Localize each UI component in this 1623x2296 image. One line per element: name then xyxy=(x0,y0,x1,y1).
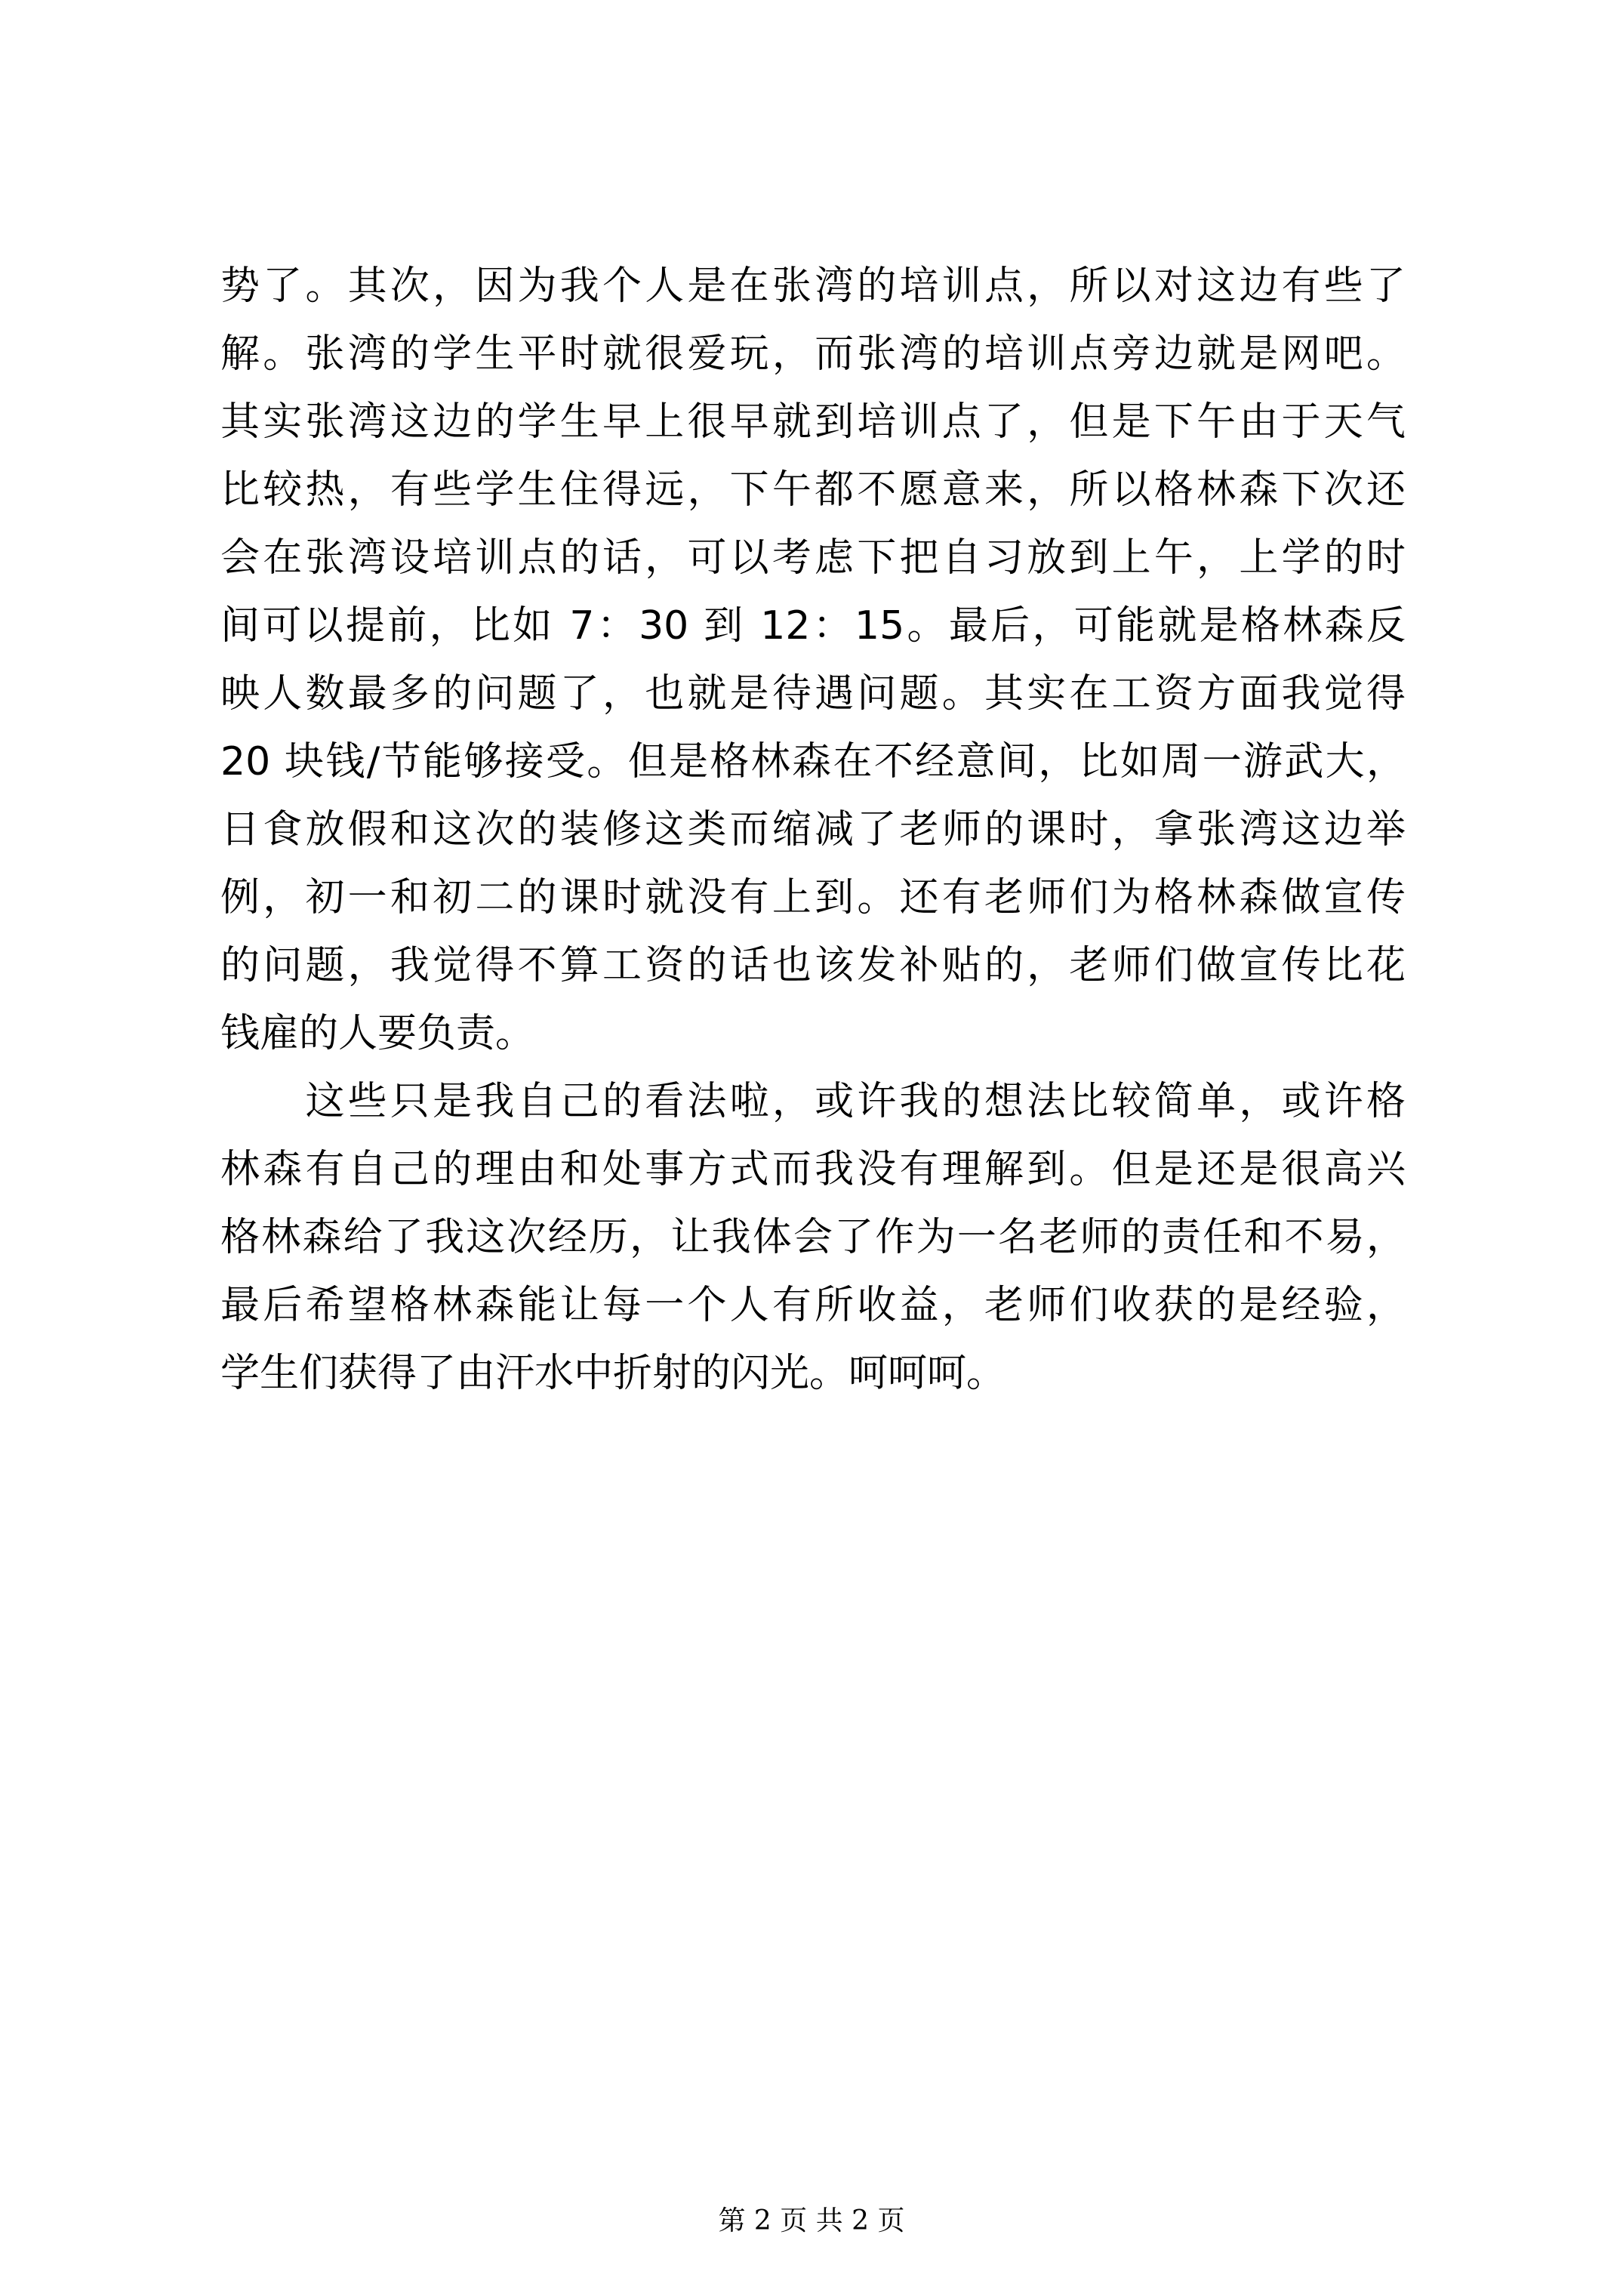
text-line: 日食放假和这次的装修这类而缩减了老师的课时，拿张湾这边举 xyxy=(220,807,1406,852)
text-line: 的问题，我觉得不算工资的话也该发补贴的，老师们做宣传比花 xyxy=(220,943,1406,988)
text-line: 比较热，有些学生住得远，下午都不愿意来，所以格林森下次还 xyxy=(220,467,1406,513)
text-line: 20 块钱/节能够接受。但是格林森在不经意间，比如周一游武大， xyxy=(220,739,1406,784)
text-line: 会在张湾设培训点的话，可以考虑下把自习放到上午，上学的时 xyxy=(220,535,1406,581)
text-line: 解。张湾的学生平时就很爱玩，而张湾的培训点旁边就是网吧。 xyxy=(220,331,1406,377)
text-line: 间可以提前，比如 7：30 到 12：15。最后，可能就是格林森反 xyxy=(220,603,1406,649)
text-line: 钱雇的人要负责。 xyxy=(220,1011,535,1056)
text-line: 势了。其次，因为我个人是在张湾的培训点，所以对这边有些了 xyxy=(220,264,1406,309)
text-line: 映人数最多的问题了，也就是待遇问题。其实在工资方面我觉得 xyxy=(220,671,1406,717)
text-line: 格林森给了我这次经历，让我体会了作为一名老师的责任和不易， xyxy=(220,1215,1406,1260)
page-number-footer: 第 2 页 共 2 页 xyxy=(718,2205,905,2236)
text-line: 其实张湾这边的学生早上很早就到培训点了，但是下午由于天气 xyxy=(220,399,1406,445)
body-text xyxy=(220,252,1406,1407)
text-line: 林森有自己的理由和处事方式而我没有理解到。但是还是很高兴 xyxy=(220,1147,1406,1192)
text-line: 这些只是我自己的看法啦，或许我的想法比较简单，或许格 xyxy=(220,1079,1406,1124)
text-line: 最后希望格林森能让每一个人有所收益，老师们收获的是经验， xyxy=(220,1283,1406,1328)
text-line: 学生们获得了由汗水中折射的闪光。呵呵呵。 xyxy=(220,1351,1006,1396)
text-line: 例，初一和初二的课时就没有上到。还有老师们为格林森做宣传 xyxy=(220,875,1406,920)
